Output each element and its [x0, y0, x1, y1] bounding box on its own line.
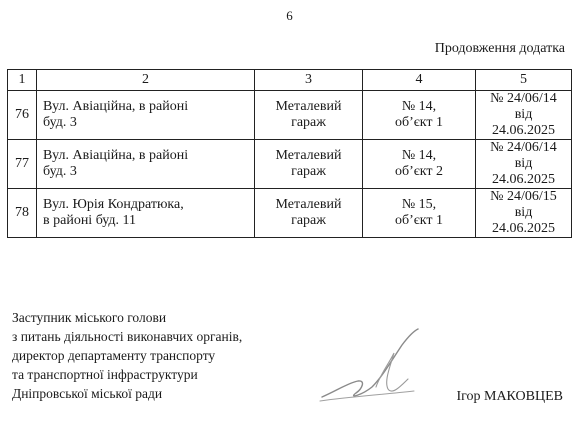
type-line: гараж	[291, 115, 326, 130]
address-line: буд. 3	[43, 115, 77, 130]
document-line: № 24/06/14	[490, 140, 557, 155]
document-cell	[476, 189, 572, 238]
object-cell	[363, 189, 476, 238]
column-header: 3	[255, 70, 363, 91]
column-header: 2	[37, 70, 255, 91]
continuation-label: Продовження додатка	[434, 41, 565, 56]
document-line: № 24/06/14	[490, 91, 557, 106]
handwritten-signature	[318, 325, 428, 405]
document-line: від 24.06.2025	[492, 107, 555, 138]
object-line: об’єкт 1	[394, 213, 444, 228]
type-line: Металевий	[275, 197, 342, 212]
document-cell	[476, 91, 572, 140]
type-cell	[255, 140, 363, 189]
address-line: Вул. Авіаційна, в районі	[43, 99, 189, 114]
address-line: Вул. Юрія Кондратюка,	[43, 197, 184, 212]
address-line: буд. 3	[43, 164, 77, 179]
signatory-position	[12, 308, 242, 403]
column-header: 5	[476, 70, 572, 91]
address-line: Вул. Авіаційна, в районі	[43, 148, 189, 163]
position-line: директор департаменту транспорту	[12, 348, 216, 363]
address-cell	[37, 91, 255, 140]
page-number: 6	[286, 8, 293, 23]
object-line: № 15,	[401, 197, 437, 212]
position-line: та транспортної інфраструктури	[12, 367, 198, 382]
object-line: № 14,	[401, 148, 437, 163]
object-cell	[363, 140, 476, 189]
document-cell	[476, 140, 572, 189]
row-number: 76	[8, 91, 37, 140]
document-line: № 24/06/15	[490, 189, 557, 204]
signer-name: Ігор МАКОВЦЕВ	[456, 389, 563, 404]
column-header: 1	[8, 70, 37, 91]
object-line: об’єкт 1	[394, 115, 444, 130]
row-number: 78	[8, 189, 37, 238]
appendix-table	[7, 69, 572, 238]
table-row	[8, 189, 572, 238]
table-row	[8, 91, 572, 140]
document-line: від 24.06.2025	[492, 205, 555, 236]
row-number: 77	[8, 140, 37, 189]
object-line: № 14,	[401, 99, 437, 114]
document-line: від 24.06.2025	[492, 156, 555, 187]
position-line: з питань діяльності виконавчих органів,	[12, 329, 243, 344]
column-header: 4	[363, 70, 476, 91]
type-line: Металевий	[275, 99, 342, 114]
table-header-row	[8, 70, 572, 91]
type-line: Металевий	[275, 148, 342, 163]
object-line: об’єкт 2	[394, 164, 444, 179]
type-cell	[255, 189, 363, 238]
type-line: гараж	[291, 213, 326, 228]
table-row	[8, 140, 572, 189]
type-cell	[255, 91, 363, 140]
object-cell	[363, 91, 476, 140]
type-line: гараж	[291, 164, 326, 179]
position-line: Дніпровської міської ради	[12, 386, 163, 401]
position-line: Заступник міського голови	[12, 310, 167, 325]
address-cell	[37, 189, 255, 238]
address-line: в районі буд. 11	[43, 213, 137, 228]
address-cell	[37, 140, 255, 189]
